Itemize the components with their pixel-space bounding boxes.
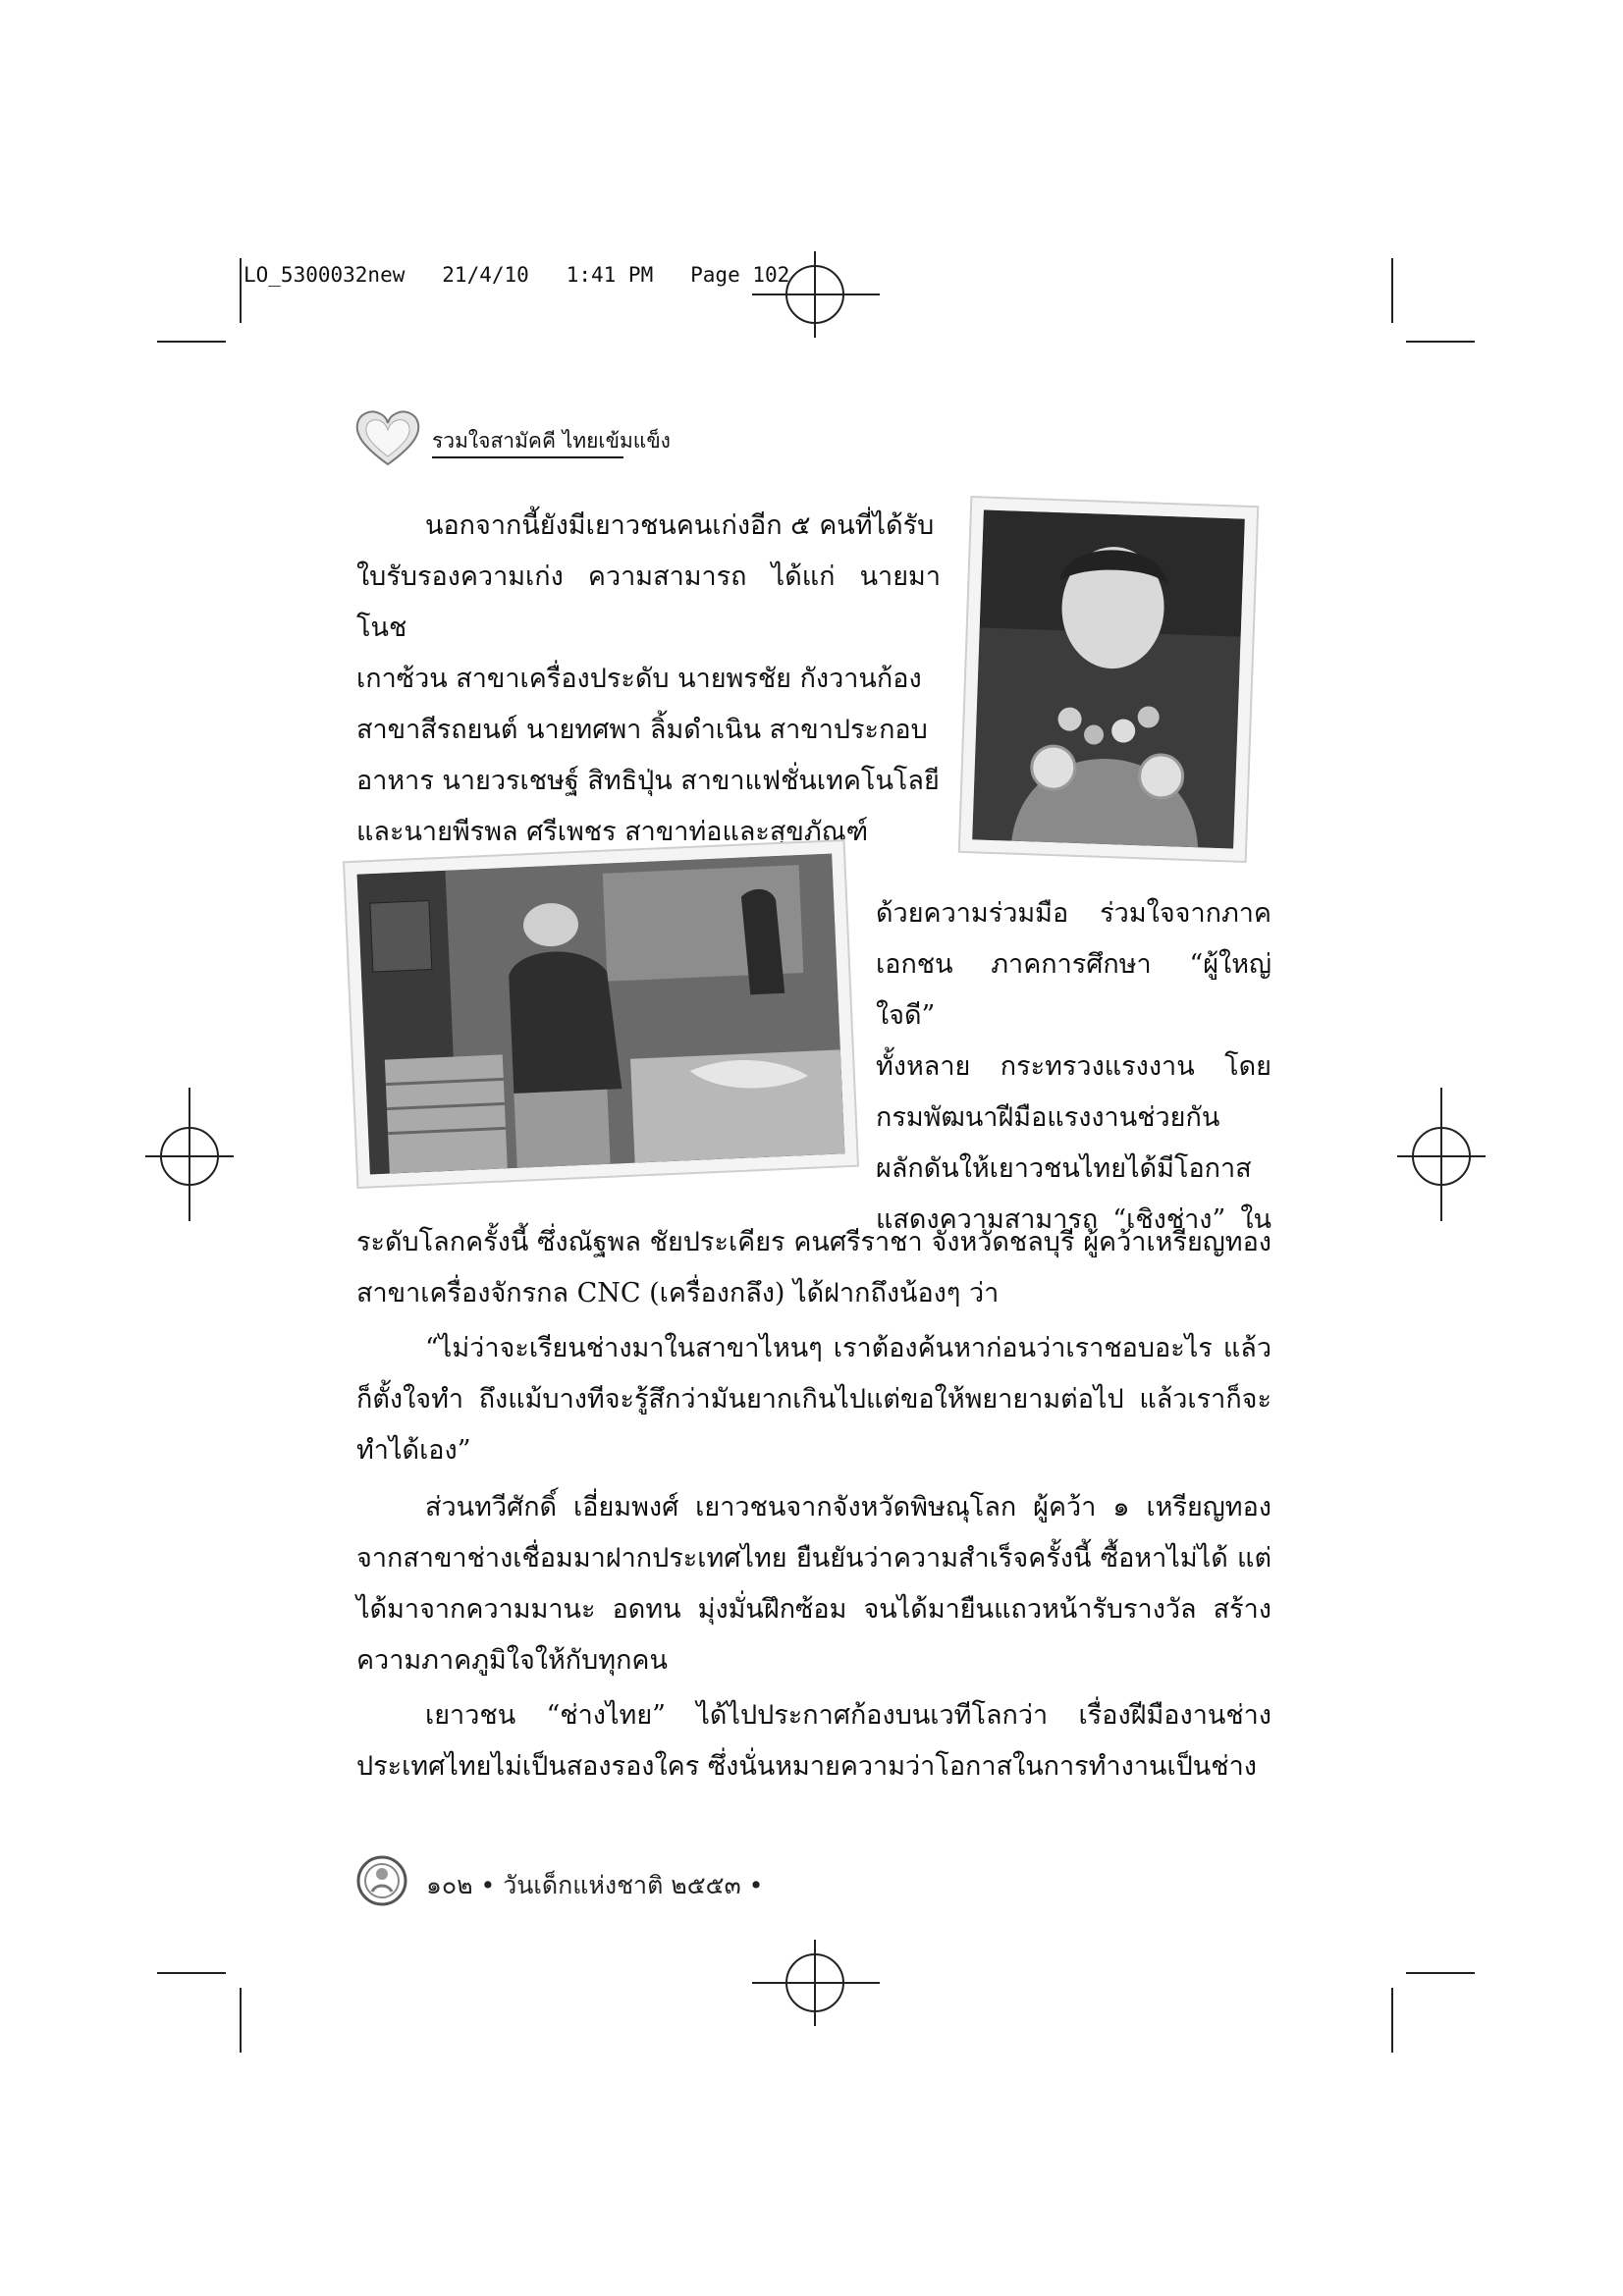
section-title: รวมใจสามัคคี ไทยเข้มแข็ง xyxy=(432,429,671,453)
wreath-logo-icon xyxy=(353,1852,410,1909)
text-line: เอกชน ภาคการศึกษา “ผู้ใหญ่ใจดี” xyxy=(876,949,1271,1031)
paragraph-welding: ส่วนทวีศักดิ์ เอี่ยมพงศ์ เยาวชนจากจังหวัดพิษณุโลก ผู้คว้า ๑ เหรียญทอง จากสาขาช่างเชื่อมมาฝากประเทศไทย ยืนยันว่าความสำเร็จครั้งนี้ ซื้อหาไม่ได้ แต่ได้มาจากความมานะ อดทน มุ่งมั่นฝึกซ้อม จนได้มายืนแถวหน้ารับรางวัล สร้างความภาคภูมิใจให้กับทุกคน xyxy=(356,1492,1271,1676)
photo-workshop xyxy=(345,841,857,1187)
text-line: นอกจากนี้ยังมีเยาวชนคนเก่งอีก ๕ คนที่ได้รับ xyxy=(425,510,935,541)
text-line: สาขาสีรถยนต์ นายทศพา ลิ้มดำเนิน สาขาประกอบ xyxy=(356,715,928,745)
text-line: เกาซ้วน สาขาเครื่องประดับ นายพรชัย กังวานก้อง xyxy=(356,664,922,694)
crop-mark xyxy=(157,1972,226,1974)
registration-mark-top xyxy=(814,251,816,338)
text-line: ทั้งหลาย กระทรวงแรงงาน โดย xyxy=(876,1051,1271,1082)
registration-mark-bottom xyxy=(752,1982,880,1984)
paragraph-cooperation xyxy=(876,888,1271,1246)
page-number-footer: ๑๐๒ • วันเด็กแห่งชาติ ๒๕๕๓ • xyxy=(426,1871,764,1899)
photo-image xyxy=(972,509,1245,848)
registration-mark-right xyxy=(1440,1088,1442,1221)
photo-image xyxy=(357,854,845,1175)
crop-mark xyxy=(1406,1972,1475,1974)
crop-mark xyxy=(240,1988,242,2053)
registration-mark-top xyxy=(752,294,880,295)
paragraph-intro xyxy=(356,501,941,858)
print-slug: LO_5300032new 21/4/10 1:41 PM Page 102 xyxy=(243,263,790,287)
paragraph-conclusion: เยาวชน “ช่างไทย” ได้ไปประกาศก้องบนเวทีโลกว่า เรื่องฝีมืองานช่าง ประเทศไทยไม่เป็นสองรองใคร ซึ่งนั่นหมายความว่าโอกาสในการทำงานเป็นช่าง xyxy=(356,1700,1271,1782)
text-line: ใบรับรองความเก่ง ความสามารถ ได้แก่ นายมาโนช xyxy=(356,561,941,643)
portrait-image xyxy=(972,509,1245,848)
text-line: กรมพัฒนาฝีมือแรงงานช่วยกัน xyxy=(876,1102,1220,1133)
registration-mark-left xyxy=(189,1088,190,1221)
text-line: และนายพีรพล ศรีเพชร สาขาท่อและสุขภัณฑ์ xyxy=(356,817,869,847)
registration-mark-bottom xyxy=(814,1940,816,2026)
text-line: แสดงความสามารถ “เชิงช่าง” ใน xyxy=(876,1204,1271,1235)
text-line: ผลักดันให้เยาวชนไทยได้มีโอกาส xyxy=(876,1153,1252,1184)
header-rule xyxy=(432,456,623,458)
crop-mark xyxy=(157,341,226,343)
crop-mark xyxy=(1391,258,1393,323)
photo-medalist-portrait xyxy=(960,498,1257,861)
heart-icon xyxy=(353,407,422,468)
text-line: อาหาร นายวรเชษฐ์ สิทธิปุ่น สาขาแฟชั่นเทคโนโลยี xyxy=(356,766,940,796)
crop-mark xyxy=(240,258,242,323)
text-line: ด้วยความร่วมมือ ร่วมใจจากภาค xyxy=(876,898,1271,929)
paragraph-cooperation-continued: ระดับโลกครั้งนี้ ซึ่งณัฐพล ชัยประเคียร คนศรีราชา จังหวัดชลบุรี ผู้คว้าเหรียญทอง สาขาเครื่องจักรกล CNC (เครื่องกลึง) ได้ฝากถึงน้องๆ ว่า xyxy=(356,1227,1271,1308)
workshop-image xyxy=(357,854,845,1175)
crop-mark xyxy=(1406,341,1475,343)
quote-paragraph: “ไม่ว่าจะเรียนช่างมาในสาขาไหนๆ เราต้องค้นหาก่อนว่าเราชอบอะไร แล้วก็ตั้งใจทำ ถึงแม้บางทีจะรู้สึกว่ามันยากเกินไปแต่ขอให้พยายามต่อไป แล้วเราก็จะทำได้เอง” xyxy=(356,1333,1271,1466)
crop-mark xyxy=(1391,1988,1393,2053)
